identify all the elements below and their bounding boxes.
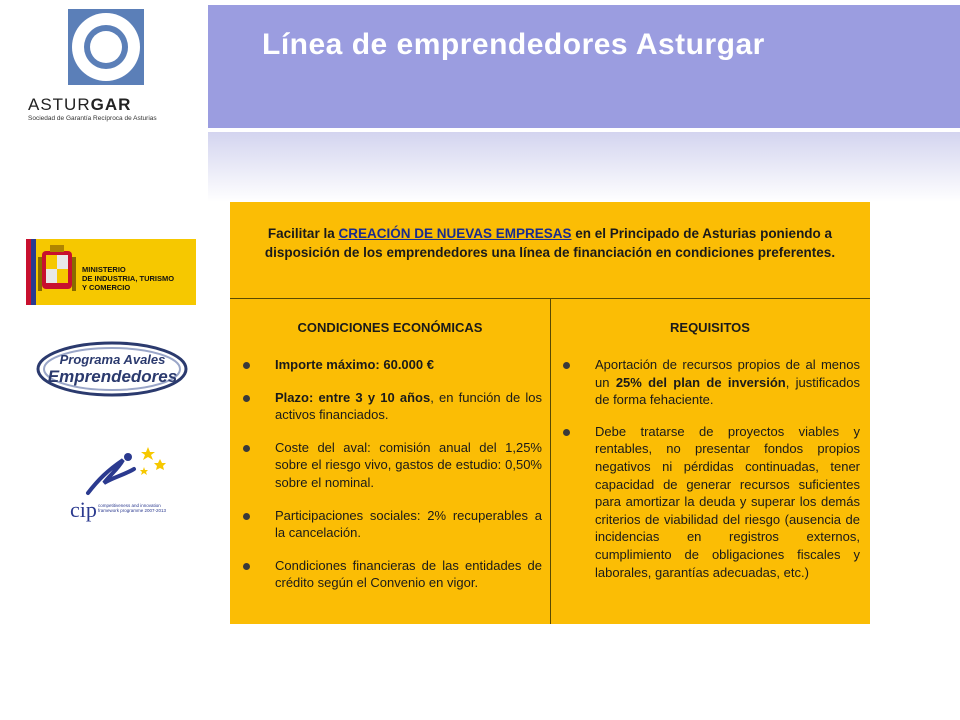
ministerio-line-3: Y COMERCIO [82, 283, 131, 292]
coat-of-arms-icon [38, 245, 76, 299]
asturgar-emblem-icon [20, 5, 200, 95]
ministerio-text [82, 265, 174, 292]
item-text: , en función de los activos financiados. [275, 389, 542, 423]
ministerio-line-1: MINISTERIO [82, 265, 126, 274]
bullet-icon [243, 362, 250, 369]
programa-avales-logo [35, 335, 190, 397]
ministerio-logo [26, 239, 196, 305]
requirements-list [560, 356, 860, 595]
list-item [240, 557, 542, 592]
list-item [560, 423, 860, 581]
intro-before: Facilitar la [267, 226, 339, 241]
list-item [560, 356, 860, 409]
item-text-after: , justificados de forma fehaciente. [595, 374, 860, 408]
asturgar-logo [20, 5, 200, 120]
conditions-column [230, 298, 550, 624]
ministerio-line-2: DE INDUSTRIA, TURISMO [82, 274, 175, 283]
list-item [240, 389, 542, 424]
item-text: Debe tratarse de proyectos viables y rentables, no presentar fondos propios negativos ni pérdidas continuadas, tener capacidad de generar recursos suficientes para amortizar la deuda y superar los demás criterios de viabilidad del riesgo (ausencia de incidencias en registros externos, cumplimiento de obligaciones fiscales y laborales, garantías adecuadas, etc.) [595, 423, 860, 580]
item-bold: 25% del plan de inversión [615, 374, 786, 390]
list-item [240, 439, 542, 492]
bullet-icon [243, 445, 250, 452]
asturgar-wordmark: ASTURGAR [28, 95, 132, 114]
bullet-icon [243, 513, 250, 520]
asturgar-tagline: Sociedad de Garantía Recíproca de Asturias [28, 115, 157, 122]
intro-after: en el Principado de Asturias poniendo a disposición de los emprendedores una línea de financiación en condiciones preferentes. [264, 226, 836, 260]
bullet-icon [243, 563, 250, 570]
cip-small-text: competitiveness and innovation framework programme 2007-2013 [98, 503, 167, 513]
item-text: Aportación de recursos propios de al menos un [595, 357, 860, 390]
conditions-list [240, 356, 542, 607]
eu-spain-flag-icon [26, 239, 36, 305]
requirements-title: REQUISITOS [670, 320, 750, 335]
item-text: Condiciones financieras de las entidades de crédito según el Convenio en vigor. [275, 557, 542, 591]
cip-figure-icon [68, 445, 178, 500]
header-gradient [208, 132, 960, 202]
list-item [240, 356, 542, 374]
item-bold: Plazo: entre 3 y 10 años [275, 389, 431, 405]
intro-text [250, 224, 850, 262]
cip-wordmark: cip [70, 497, 97, 522]
programa-line-2: Emprendedores [47, 367, 178, 386]
header-band [208, 5, 960, 128]
conditions-title: CONDICIONES ECONÓMICAS [297, 320, 483, 335]
intro-highlight: CREACIÓN DE NUEVAS EMPRESAS [338, 226, 572, 241]
item-bold: Importe máximo: 60.000 € [275, 357, 434, 372]
cip-logo [68, 445, 178, 525]
info-panel [230, 202, 870, 624]
item-text: Participaciones sociales: 2% recuperables a la cancelación. [275, 507, 542, 541]
bullet-icon [563, 429, 570, 436]
bullet-icon [243, 395, 250, 402]
item-text: Coste del aval: comisión anual del 1,25% sobre el riesgo vivo, gastos de estudio: 0,50% sobre el nominal. [275, 439, 542, 490]
requirements-column [550, 298, 870, 624]
bullet-icon [563, 362, 570, 369]
programa-line-1: Programa Avales [59, 352, 166, 367]
list-item [240, 507, 542, 542]
page-title: Línea de emprendedores Asturgar [262, 28, 765, 61]
